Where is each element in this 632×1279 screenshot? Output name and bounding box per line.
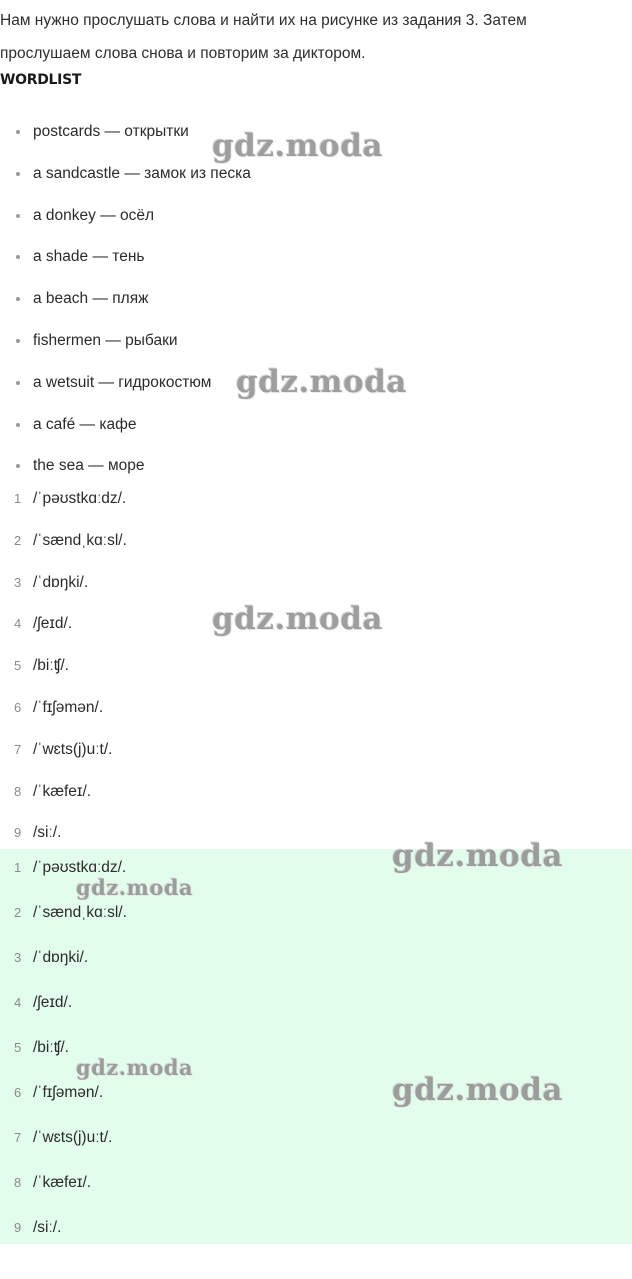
bullet-icon <box>16 130 20 134</box>
wordlist-item-text: a shade — тень <box>33 248 145 266</box>
transcription-text: /ˈwɛts(j)uːt/. <box>33 1129 113 1146</box>
watermark: gdz.moda <box>76 1055 194 1080</box>
item-number: 5 <box>14 658 22 674</box>
watermark: gdz.moda <box>212 128 383 164</box>
transcription-text: /ˈdɒŋki/. <box>33 949 89 966</box>
intro-paragraph: Нам нужно прослушать слова и найти их на рисунке из задания 3. Затем прослушаем слова снова и повторим за диктором. <box>0 12 527 62</box>
transcription-text: /siː/. <box>33 1219 62 1236</box>
wordlist-item-text: a wetsuit — гидрокостюм <box>33 373 212 391</box>
item-number: 7 <box>14 741 22 757</box>
item-number: 3 <box>14 950 22 965</box>
watermark: gdz.moda <box>236 364 407 400</box>
transcription-text: /ˈkæfeɪ/. <box>33 782 92 800</box>
transcription-item <box>0 645 620 687</box>
wordlist-item-text: a beach — пляж <box>33 290 149 308</box>
wordlist-item-text: fishermen — рыбаки <box>33 331 178 349</box>
transcription-text: /ˈfɪʃəmən/. <box>33 1084 104 1101</box>
wordlist-item-text: the sea — море <box>33 457 145 475</box>
transcription-text: /ˈkæfeɪ/. <box>33 1174 92 1191</box>
item-number: 4 <box>14 995 22 1010</box>
bullet-icon <box>16 297 20 301</box>
bullet-icon <box>16 464 20 468</box>
item-number: 9 <box>14 1220 22 1235</box>
transcription-item <box>0 1160 620 1205</box>
bullet-icon <box>16 255 20 259</box>
item-number: 6 <box>14 1085 22 1100</box>
watermark: gdz.moda <box>392 838 563 874</box>
transcription-text: /ˈdɒŋki/. <box>33 573 89 591</box>
transcription-text: /ˈfɪʃəmən/. <box>33 698 104 716</box>
transcription-item <box>0 980 620 1025</box>
item-number: 8 <box>14 783 22 799</box>
watermark: gdz.moda <box>212 601 383 637</box>
transcription-text: /ˈpəʊstkɑːdz/. <box>33 859 127 876</box>
wordlist-item <box>0 236 600 278</box>
item-number: 9 <box>14 825 22 841</box>
transcription-item <box>0 520 620 562</box>
item-number: 7 <box>14 1130 22 1145</box>
watermark: gdz.moda <box>76 875 194 900</box>
transcription-list <box>0 478 620 854</box>
answer-transcription-list <box>0 845 620 1250</box>
bullet-icon <box>16 339 20 343</box>
transcription-item <box>0 729 620 771</box>
wordlist-item <box>0 195 600 237</box>
item-number: 2 <box>14 532 22 548</box>
item-number: 8 <box>14 1175 22 1190</box>
wordlist-item-text: a café — кафе <box>33 415 137 433</box>
wordlist-item-text: a sandcastle — замок из песка <box>33 164 251 182</box>
transcription-text: /ˈpəʊstkɑːdz/. <box>33 490 127 507</box>
transcription-text: /ʃeɪd/. <box>33 615 73 633</box>
transcription-item <box>0 935 620 980</box>
wordlist-item <box>0 320 600 362</box>
bullet-icon <box>16 214 20 218</box>
transcription-item <box>0 771 620 813</box>
transcription-text: /ˈwɛts(j)uːt/. <box>33 740 113 758</box>
transcription-text: /ˈsændˌkɑːsl/. <box>33 531 127 549</box>
bullet-icon <box>16 172 20 176</box>
transcription-item <box>0 562 620 604</box>
item-number: 6 <box>14 699 22 715</box>
watermark: gdz.moda <box>392 1072 563 1108</box>
wordlist <box>0 111 600 487</box>
wordlist-item <box>0 278 600 320</box>
item-number: 5 <box>14 1040 22 1055</box>
wordlist-item-text: postcards — открытки <box>33 123 189 140</box>
transcription-text: /ʃeɪd/. <box>33 994 73 1011</box>
item-number: 2 <box>14 905 22 920</box>
transcription-item <box>0 1115 620 1160</box>
bullet-icon <box>16 423 20 427</box>
item-number: 3 <box>14 574 22 590</box>
transcription-text: /biːʧ/. <box>33 1039 69 1056</box>
transcription-text: /biːʧ/. <box>33 657 69 675</box>
wordlist-heading: WORDLIST <box>0 72 82 88</box>
wordlist-item-text: a donkey — осёл <box>33 206 155 224</box>
transcription-text: /ˈsændˌkɑːsl/. <box>33 904 127 921</box>
transcription-item <box>0 687 620 729</box>
wordlist-item <box>0 404 600 446</box>
transcription-text: /siː/. <box>33 824 62 842</box>
item-number: 4 <box>14 616 22 632</box>
transcription-item <box>0 1205 620 1250</box>
bullet-icon <box>16 381 20 385</box>
transcription-item <box>0 478 620 520</box>
item-number: 1 <box>14 491 22 506</box>
item-number: 1 <box>14 860 22 875</box>
